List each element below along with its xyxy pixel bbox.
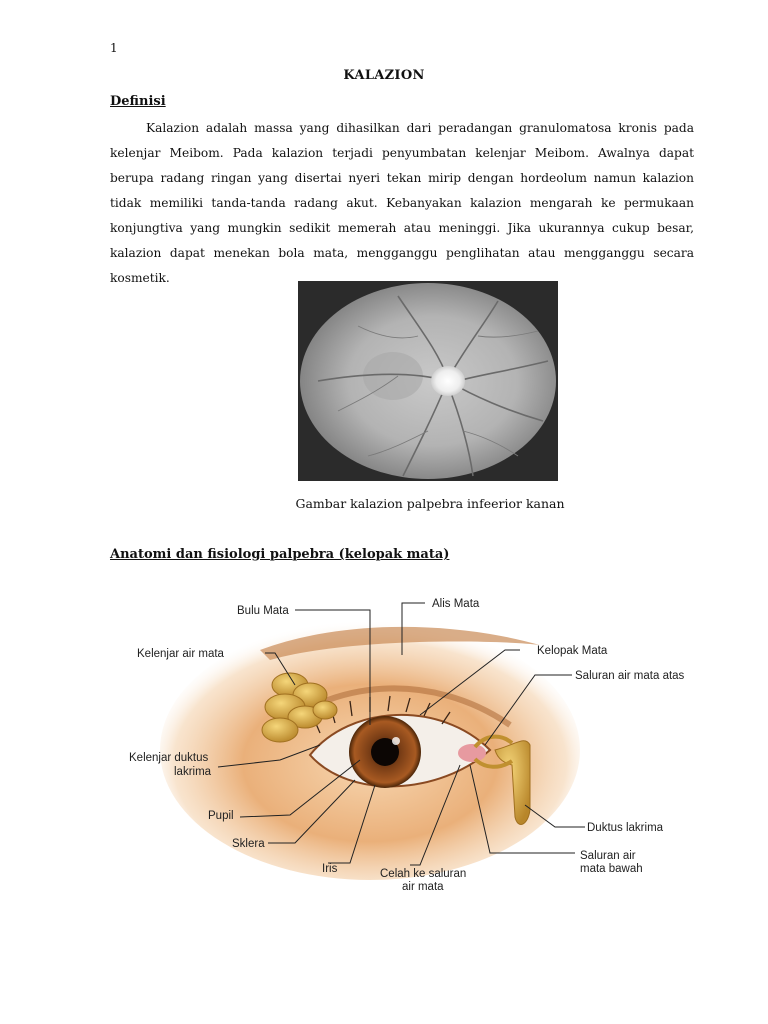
label-bulu-mata: Bulu Mata [237, 605, 289, 617]
label-iris: Iris [322, 863, 338, 875]
definition-paragraph: Kalazion adalah massa yang dihasilkan dari peradangan granulomatosa kronis pada kelenjar Meibom. Pada kalazion terjadi penyumbatan kelenjar Meibom. Awalnya dapat berupa radang ringan yang disertai nyeri tekan mirip dengan hordeolum namun kalazion tidak memiliki tanda-tanda radang akut. Kebanyakan kalazion mengarah ke permukaan konjungtiva yang mungkin sedikit memerah atau meninggi. Jika ukurannya cukup besar, kalazion dapat menekan bola mata, mengganggu penglihatan atau mengganggu secara kosmetik. [110, 121, 694, 285]
figure-caption: Gambar kalazion palpebra infeerior kanan [295, 496, 565, 511]
label-kelopak-mata: Kelopak Mata [537, 645, 608, 657]
label-alis-mata: Alis Mata [432, 598, 480, 610]
label-kelenjar-air-mata: Kelenjar air mata [137, 648, 224, 660]
section-heading-anatomi: Anatomi dan fisiologi palpebra (kelopak mata) [110, 547, 450, 562]
eye-anatomy-diagram [120, 585, 720, 905]
document-title: KALAZION [343, 68, 425, 83]
fundus-photo [298, 281, 558, 481]
label-kelenjar-duktus: Kelenjar duktus [129, 752, 209, 764]
label-saluran-air-mata-bawah-2: mata bawah [580, 863, 643, 875]
label-sklera: Sklera [232, 838, 265, 850]
label-saluran-air-mata-atas: Saluran air mata atas [575, 670, 685, 682]
label-pupil: Pupil [208, 810, 234, 822]
label-duktus-lakrima: Duktus lakrima [587, 822, 664, 834]
label-kelenjar-duktus-2: lakrima [174, 766, 212, 778]
page-number: 1 [110, 41, 118, 55]
label-celah-ke-saluran: Celah ke saluran [380, 868, 467, 880]
section-heading-definisi: Definisi [110, 94, 166, 109]
label-saluran-air-mata-bawah: Saluran air [580, 850, 636, 862]
label-celah-ke-saluran-2: air mata [402, 881, 444, 893]
